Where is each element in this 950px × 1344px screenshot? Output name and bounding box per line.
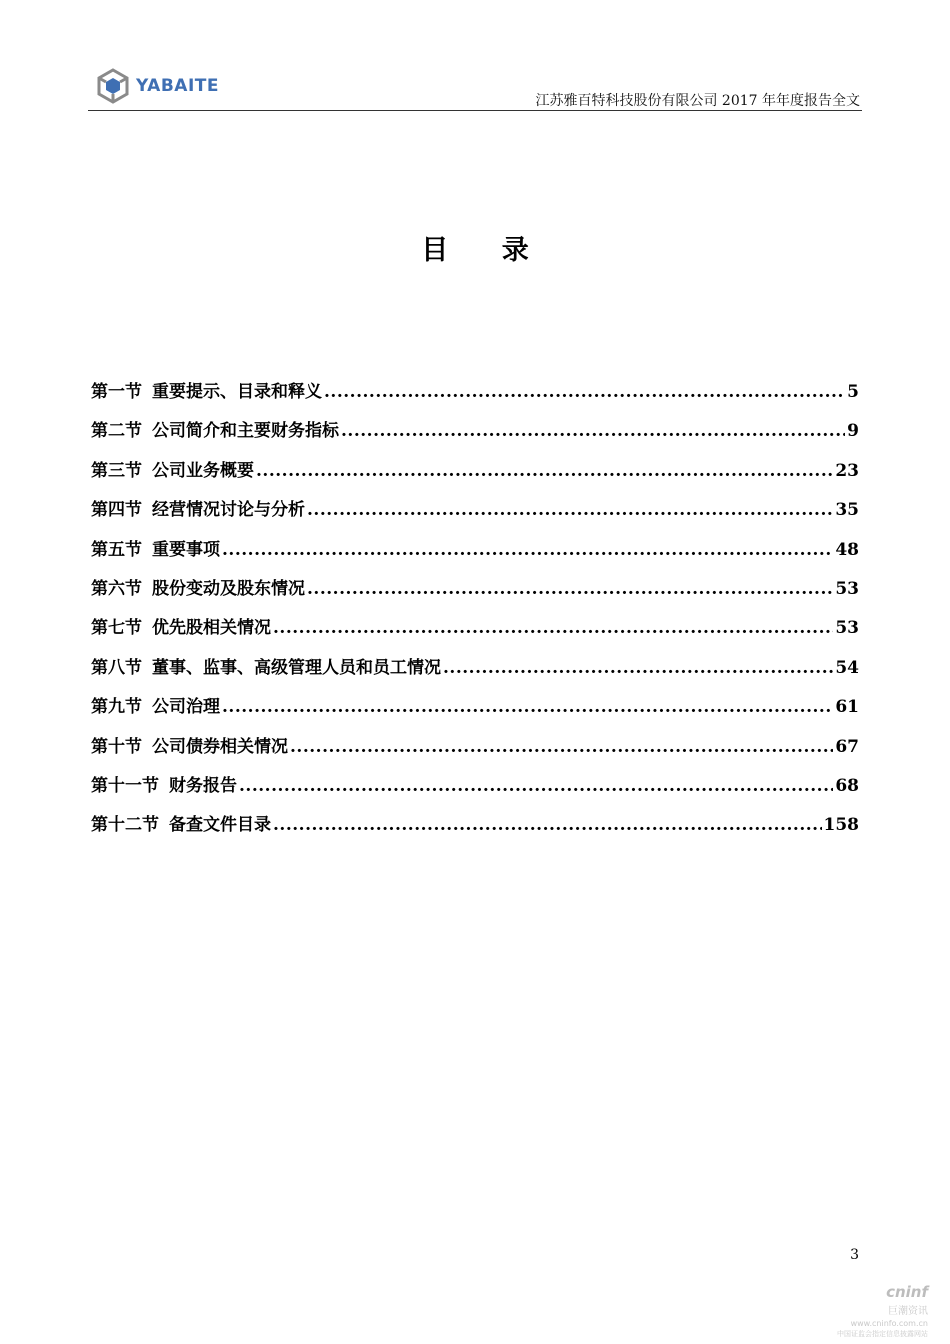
toc-leader-dots	[222, 697, 833, 717]
cube-logo-icon	[96, 68, 130, 104]
toc-section-name: 公司债券相关情况	[152, 736, 288, 757]
toc-entry[interactable]	[91, 692, 859, 731]
toc-section-name: 重要提示、目录和释义	[152, 382, 322, 402]
toc-section-number: 第十一节	[91, 775, 159, 796]
logo-text: YABAITE	[136, 76, 219, 96]
cninfo-watermark	[818, 1283, 928, 1339]
toc-entry[interactable]	[91, 732, 859, 771]
toc-section-number: 第三节	[91, 460, 142, 481]
report-header-title: 江苏雅百特科技股份有限公司 2017 年年度报告全文	[535, 93, 860, 109]
page-number: 3	[850, 1247, 859, 1263]
toc-page-number: 61	[835, 697, 859, 718]
toc-section-name: 股份变动及股东情况	[152, 578, 305, 599]
toc-leader-dots	[341, 421, 845, 441]
toc-page-number: 5	[847, 382, 859, 402]
toc-section-number: 第二节	[91, 421, 142, 442]
toc-entry[interactable]	[91, 377, 859, 416]
toc-leader-dots	[239, 776, 833, 796]
toc-section-name: 优先股相关情况	[152, 618, 271, 639]
toc-section-number: 第十节	[91, 736, 142, 757]
table-of-contents	[91, 377, 859, 850]
toc-entry[interactable]	[91, 574, 859, 613]
toc-section-name: 重要事项	[152, 539, 220, 560]
watermark-brand: cninf	[886, 1283, 928, 1301]
toc-leader-dots	[273, 618, 833, 638]
toc-section-number: 第四节	[91, 500, 142, 521]
toc-leader-dots	[443, 658, 833, 678]
toc-page-number: 53	[835, 618, 859, 639]
toc-section-name: 公司简介和主要财务指标	[152, 421, 339, 442]
toc-entry[interactable]	[91, 456, 859, 495]
toc-section-number: 第六节	[91, 578, 142, 599]
toc-leader-dots	[290, 737, 833, 757]
toc-section-name: 董事、监事、高级管理人员和员工情况	[152, 657, 441, 678]
toc-entry[interactable]	[91, 416, 859, 455]
toc-page-number: 158	[823, 815, 859, 836]
watermark-chinese-name: 巨潮资讯	[888, 1306, 928, 1317]
toc-section-number: 第九节	[91, 697, 142, 718]
toc-section-number: 第十二节	[91, 815, 159, 836]
toc-section-number: 第七节	[91, 618, 142, 639]
toc-entry[interactable]	[91, 653, 859, 692]
watermark-url: www.cninfo.com.cn	[850, 1319, 928, 1328]
toc-page-number: 68	[835, 775, 859, 796]
toc-entry[interactable]	[91, 535, 859, 574]
toc-leader-dots	[307, 579, 833, 599]
toc-section-name: 经营情况讨论与分析	[152, 500, 305, 521]
toc-entry[interactable]	[91, 495, 859, 534]
toc-page-number: 23	[835, 460, 859, 481]
toc-page-number: 9	[847, 421, 859, 442]
toc-page-number: 35	[835, 500, 859, 521]
toc-page-number: 48	[835, 539, 859, 560]
toc-heading: 目 录	[421, 235, 551, 266]
toc-section-number: 第一节	[91, 382, 142, 402]
watermark-org: 中国证监会指定信息披露网站	[837, 1330, 928, 1338]
toc-entry[interactable]	[91, 771, 859, 810]
toc-page-number: 54	[835, 657, 859, 678]
header-divider	[88, 110, 862, 111]
toc-leader-dots	[222, 540, 833, 560]
toc-leader-dots	[324, 382, 845, 402]
toc-entry[interactable]	[91, 810, 859, 849]
toc-page-number: 53	[835, 578, 859, 599]
toc-leader-dots	[256, 461, 833, 481]
toc-section-name: 财务报告	[169, 775, 237, 796]
toc-section-number: 第八节	[91, 657, 142, 678]
toc-section-name: 公司业务概要	[152, 460, 254, 481]
toc-entry[interactable]	[91, 613, 859, 652]
toc-section-number: 第五节	[91, 539, 142, 560]
toc-section-name: 备查文件目录	[169, 815, 271, 836]
toc-page-number: 67	[835, 736, 859, 757]
toc-leader-dots	[307, 500, 833, 520]
toc-section-name: 公司治理	[152, 697, 220, 718]
toc-leader-dots	[273, 815, 822, 835]
company-logo	[96, 68, 219, 104]
